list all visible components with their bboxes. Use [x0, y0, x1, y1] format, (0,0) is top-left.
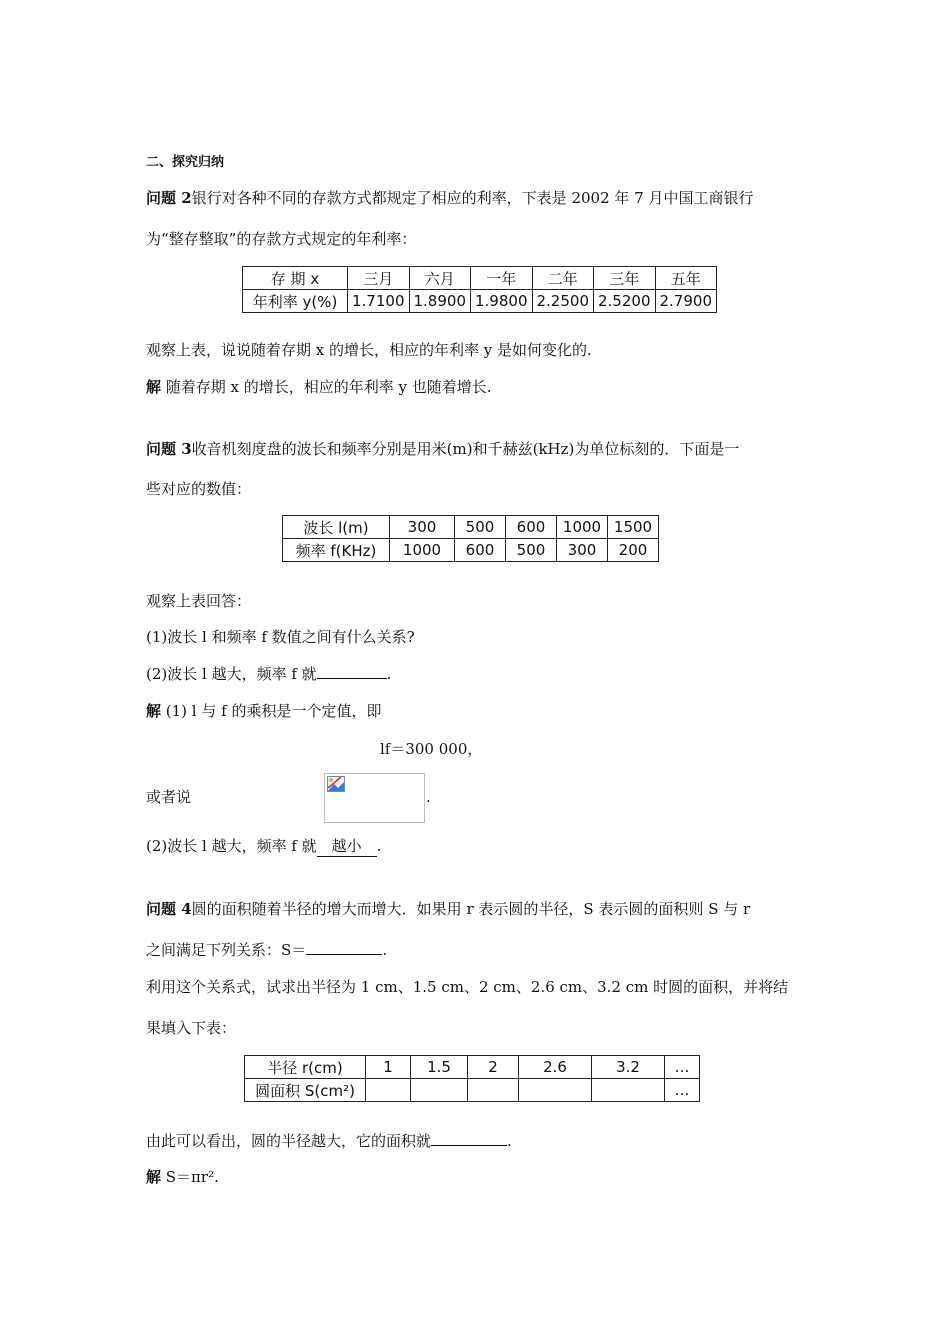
- table-cell: 500: [455, 516, 506, 539]
- q4-area-table: [244, 1055, 700, 1102]
- q3-text-line2: 些对应的数值：: [146, 480, 252, 498]
- table-cell: [519, 1079, 592, 1102]
- q3-formula: lf＝300 000，: [380, 740, 483, 758]
- table-cell: 600: [455, 539, 506, 562]
- table-cell: 三月: [348, 267, 410, 290]
- fill-blank: [306, 939, 382, 955]
- q4-answer: [146, 1167, 219, 1187]
- table-cell: 2.7900: [655, 290, 717, 313]
- table-row: [283, 539, 659, 562]
- q2-text1: 银行对各种不同的存款方式都规定了相应的利率，下表是 2002 年 7 月中国工商银行: [191, 189, 754, 207]
- q3-answer2-text: (2)波长 l 越大，频率 f 就: [146, 837, 317, 855]
- answer-label: 解: [146, 1168, 162, 1186]
- table-cell: 年利率 y(%): [243, 290, 348, 313]
- table-cell: 存 期 x: [243, 267, 348, 290]
- table-cell: 1.7100: [348, 290, 410, 313]
- table-cell: 200: [608, 539, 659, 562]
- table-cell: 波长 l(m): [283, 516, 390, 539]
- q4-label: 问题 4: [146, 900, 192, 918]
- table-cell: 2.5200: [594, 290, 656, 313]
- table-cell: 频率 f(KHz): [283, 539, 390, 562]
- q3-or-say: 或者说: [146, 788, 192, 806]
- q3-observe: 观察上表回答：: [146, 592, 252, 610]
- table-cell: 二年: [532, 267, 594, 290]
- q2-answer: [146, 377, 492, 397]
- q4-conclusion: [146, 1130, 512, 1151]
- q4-text-line4: 果填入下表：: [146, 1019, 237, 1037]
- q4-conclusion-text: 由此可以看出，圆的半径越大，它的面积就: [146, 1132, 432, 1150]
- table-cell: 五年: [655, 267, 717, 290]
- q2-answer-text: 随着存期 x 的增长，相应的年利率 y 也随着增长.: [161, 378, 492, 396]
- q4-text-line3: 利用这个关系式，试求出半径为 1 cm、1.5 cm、2 cm、2.6 cm、3.2 cm 时圆的面积，并将结: [146, 978, 789, 996]
- table-row: [245, 1056, 700, 1079]
- table-cell: 1.9800: [471, 290, 533, 313]
- table-cell: 半径 r(cm): [245, 1056, 366, 1079]
- formula-image-placeholder: [324, 773, 425, 823]
- q3-answer1: [146, 701, 381, 721]
- q3-answer2-end: .: [376, 837, 382, 855]
- table-cell: …: [665, 1079, 700, 1102]
- table-row: [243, 290, 717, 313]
- table-cell: 1: [366, 1056, 411, 1079]
- q2-label: 问题 2: [146, 189, 192, 207]
- table-cell: 2.6: [519, 1056, 592, 1079]
- table-cell: 圆面积 S(cm²): [245, 1079, 366, 1102]
- fill-blank: [431, 1130, 507, 1146]
- q3-label: 问题 3: [146, 440, 192, 458]
- q2-text-line1: [146, 188, 753, 208]
- q3-text-line1: [146, 439, 739, 459]
- q2-text-line2: 为“整存整取”的存款方式规定的年利率：: [146, 230, 417, 248]
- q4-answer-text: S＝πr².: [161, 1168, 219, 1186]
- table-cell: 1500: [608, 516, 659, 539]
- answer-label: 解: [146, 702, 162, 720]
- q4-text-line2: [146, 939, 387, 960]
- q3-answer2: [146, 836, 381, 857]
- table-cell: 1.8900: [409, 290, 471, 313]
- table-cell: 1000: [557, 516, 608, 539]
- q4-text-line1: [146, 899, 750, 919]
- fill-blank: [317, 663, 387, 679]
- table-cell: 2.2500: [532, 290, 594, 313]
- answer-label: 解: [146, 378, 162, 396]
- table-cell: [366, 1079, 411, 1102]
- table-cell: 3.2: [592, 1056, 665, 1079]
- table-cell: …: [665, 1056, 700, 1079]
- q3-sub2: [146, 663, 391, 684]
- table-cell: 1000: [390, 539, 455, 562]
- table-row: [245, 1079, 700, 1102]
- table-cell: [592, 1079, 665, 1102]
- filled-blank: 越小: [317, 836, 377, 857]
- table-cell: 500: [506, 539, 557, 562]
- broken-image-icon: [327, 776, 345, 792]
- table-cell: 三年: [594, 267, 656, 290]
- table-cell: 300: [557, 539, 608, 562]
- q3-answer1-text: (1) l 与 f 的乘积是一个定值，即: [161, 702, 382, 720]
- table-cell: [411, 1079, 468, 1102]
- table-cell: 300: [390, 516, 455, 539]
- q3-text1: 收音机刻度盘的波长和频率分别是用米(m)和千赫兹(kHz)为单位标刻的．下面是一: [191, 440, 740, 458]
- table-cell: 600: [506, 516, 557, 539]
- q3-sub2-end: .: [386, 665, 392, 683]
- q3-or-say-end: .: [426, 788, 431, 806]
- q3-sub2-text: (2)波长 l 越大，频率 f 就: [146, 665, 317, 683]
- q3-wave-table: [282, 515, 659, 562]
- q2-observe: 观察上表，说说随着存期 x 的增长，相应的年利率 y 是如何变化的.: [146, 341, 592, 359]
- q3-sub1: (1)波长 l 和频率 f 数值之间有什么关系?: [146, 628, 415, 646]
- table-cell: 六月: [409, 267, 471, 290]
- q4-text2: 之间满足下列关系：S＝: [146, 941, 307, 959]
- table-row: [243, 267, 717, 290]
- table-cell: 1.5: [411, 1056, 468, 1079]
- q4-text1: 圆的面积随着半径的增大而增大．如果用 r 表示圆的半径，S 表示圆的面积则 S 与 r: [191, 900, 751, 918]
- q2-rate-table: [242, 266, 717, 313]
- q4-conclusion-end: .: [507, 1132, 512, 1150]
- table-cell: [468, 1079, 519, 1102]
- q4-text2-end: .: [382, 941, 388, 959]
- table-cell: 2: [468, 1056, 519, 1079]
- table-row: [283, 516, 659, 539]
- section-heading: 二、探究归纳: [146, 155, 225, 170]
- table-cell: 一年: [471, 267, 533, 290]
